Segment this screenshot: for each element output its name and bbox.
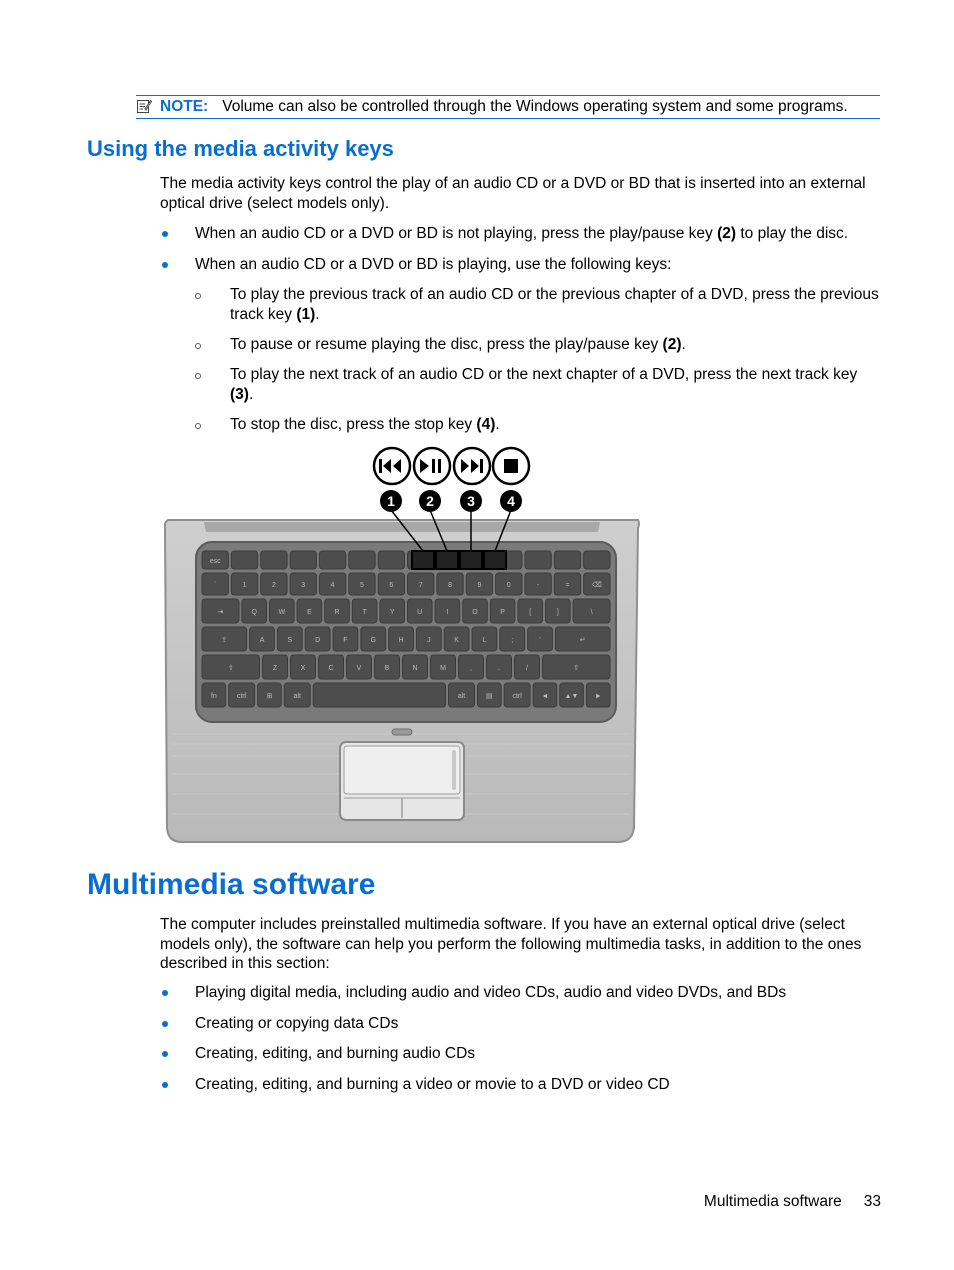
bullet-text: When an audio CD or a DVD or BD is not playing, press the play/pause key xyxy=(195,225,718,242)
keyboard-key-label: alt xyxy=(457,693,466,700)
keyboard-key-label: esc xyxy=(209,558,221,565)
bullet-text: . xyxy=(495,416,500,433)
media-key-2 xyxy=(436,551,458,569)
callout-number: 4 xyxy=(507,493,515,509)
keyboard-key-label: / xyxy=(526,665,528,672)
keyboard-key-label: ↵ xyxy=(579,637,586,644)
page-footer xyxy=(704,1193,881,1211)
keyboard-key-label: K xyxy=(454,637,459,644)
keyboard-key-label: Z xyxy=(272,665,278,672)
keyboard-key-label: ; xyxy=(511,637,514,644)
media-key-3 xyxy=(460,551,482,569)
keyboard-key-label: U xyxy=(417,609,423,616)
bullet-icon xyxy=(162,262,168,268)
stop-icon xyxy=(493,448,529,484)
keyboard-key-label: 8 xyxy=(448,582,452,589)
keyboard-key-label: Y xyxy=(389,609,395,616)
callout-number: 3 xyxy=(467,493,475,509)
list-item xyxy=(160,983,882,1003)
keyboard-key-label: V xyxy=(356,665,362,672)
sub-list-item xyxy=(195,335,882,355)
bullet-text: Playing digital media, including audio and video CDs, audio and video DVDs, and BDs xyxy=(195,984,787,1001)
keyboard-key-label: H xyxy=(398,637,404,644)
keyboard-key-label: . xyxy=(498,665,500,672)
bullet-text: Creating, editing, and burning a video or movie to a DVD or video CD xyxy=(195,1076,670,1093)
keyboard-key-label: 5 xyxy=(360,582,364,589)
keyboard-key xyxy=(261,551,287,569)
keyboard-key-label: 7 xyxy=(418,582,423,589)
keyboard-key-label: J xyxy=(427,637,431,644)
key-ref: (4) xyxy=(476,416,496,433)
keyboard-key-label: , xyxy=(470,665,472,672)
bullet-icon xyxy=(162,1021,168,1027)
keyboard-key-label: ⇥ xyxy=(217,609,224,616)
section-intro: The media activity keys control the play of an audio CD or a DVD or BD that is inserted into an external optical drive (select models only). xyxy=(160,175,866,212)
keyboard-key-label: A xyxy=(259,637,265,644)
keyboard-key-label: ► xyxy=(594,693,602,700)
bullet-text: to play the disc. xyxy=(736,225,849,242)
keyboard-key-label: ctrl xyxy=(236,693,247,700)
section-heading-multimedia-software: Multimedia software xyxy=(87,868,376,901)
key-ref: (3) xyxy=(230,385,249,403)
list-item xyxy=(160,1075,882,1095)
bullet-text: To play the next track of an audio CD or the next chapter of a DVD, press the next track key xyxy=(230,366,858,383)
bullet-icon xyxy=(162,231,168,237)
keyboard-key-label: G xyxy=(370,637,376,644)
keyboard-key-label: ⇧ xyxy=(227,665,234,672)
list-item xyxy=(160,1014,882,1034)
callout-number: 2 xyxy=(426,493,434,509)
keyboard-key-label: X xyxy=(300,665,306,672)
keyboard-key-label: 9 xyxy=(477,582,482,589)
keyboard-key-label: F xyxy=(343,637,348,644)
touchpad-surface xyxy=(344,746,460,794)
callout-3 xyxy=(460,490,482,512)
sub-list-item xyxy=(195,415,882,435)
note-label: NOTE: xyxy=(160,98,209,115)
bullet-icon xyxy=(162,1082,168,1088)
list-item xyxy=(160,1044,882,1064)
keyboard-key-label: 6 xyxy=(389,582,394,589)
keyboard-key-label: ▲▼ xyxy=(564,693,579,700)
footer-section-title: Multimedia software xyxy=(703,1193,842,1210)
keyboard-key-label: S xyxy=(287,637,293,644)
bullet-text: To play the previous track of an audio CD or the previous chapter of a DVD, press the previous track key xyxy=(230,286,879,323)
bullet-text: To pause or resume playing the disc, press the play/pause key xyxy=(230,336,663,353)
bullet-text: . xyxy=(248,385,254,403)
keyboard-key-label: B xyxy=(384,665,390,672)
keyboard-key-label: = xyxy=(565,582,570,589)
keyboard-key xyxy=(554,551,580,569)
bullet-text: To stop the disc, press the stop key xyxy=(230,416,477,433)
page-number: 33 xyxy=(863,1193,881,1210)
section-heading-media-keys: Using the media activity keys xyxy=(87,136,394,161)
key-ref: (1) xyxy=(296,305,316,323)
play-pause-icon xyxy=(414,448,450,484)
keyboard-key-label: ▤ xyxy=(486,693,493,700)
callout-4 xyxy=(500,490,522,512)
note-body: Volume can also be controlled through the Windows operating system and some programs. xyxy=(222,98,848,115)
keyboard-key xyxy=(290,551,316,569)
keyboard-key-label: [ xyxy=(529,609,532,616)
bullet-text: . xyxy=(681,336,686,353)
keyboard-key-label: ⊞ xyxy=(266,693,273,700)
keyboard-key-label: ⇧ xyxy=(573,665,580,672)
bullet-icon xyxy=(162,990,168,996)
media-key-4 xyxy=(484,551,506,569)
keyboard-key-label: E xyxy=(307,609,312,616)
keyboard-key xyxy=(319,551,345,569)
next-track-icon xyxy=(454,448,490,484)
touchpad-scroll-zone xyxy=(452,750,456,790)
keyboard-key-label: L xyxy=(482,637,487,644)
keyboard-key-label: ` xyxy=(214,582,217,589)
keyboard-key-label: 3 xyxy=(301,582,306,589)
callout-2 xyxy=(419,490,441,512)
keyboard-key-label: R xyxy=(334,609,340,616)
keyboard-key-label: 2 xyxy=(271,582,276,589)
status-light xyxy=(392,729,412,735)
key-ref: (2) xyxy=(717,225,737,242)
media-key-1 xyxy=(412,551,434,569)
keyboard-key xyxy=(378,551,404,569)
keyboard-key-label: 0 xyxy=(506,582,511,589)
sub-bullet-icon xyxy=(195,343,201,349)
callout-number: 1 xyxy=(387,493,395,509)
keyboard-key-label: T xyxy=(362,609,367,616)
sub-list-item xyxy=(195,285,882,324)
keyboard-key-label: ' xyxy=(539,637,541,644)
keyboard-key-label: \ xyxy=(590,609,593,616)
sub-bullet-icon xyxy=(195,423,201,429)
section-intro: The computer includes preinstalled multimedia software. If you have an external optical drive (select models only), the software can help you perform the following multimedia tasks, in addition to the ones described in this section: xyxy=(160,916,862,972)
keyboard-key-label: ⇪ xyxy=(221,637,228,644)
keyboard-key-label: O xyxy=(472,609,478,616)
keyboard-key-label: I xyxy=(446,609,449,616)
sub-bullet-icon xyxy=(195,293,201,299)
keyboard-key xyxy=(231,551,257,569)
bullet-text: . xyxy=(315,305,320,323)
note-box xyxy=(136,95,880,119)
keyboard-key-label: ⌫ xyxy=(591,582,602,589)
list-item xyxy=(160,224,882,244)
keyboard-figure xyxy=(160,444,646,846)
callout-1 xyxy=(380,490,402,512)
keyboard-key-label: ctrl xyxy=(512,693,522,700)
keyboard-key xyxy=(584,551,610,569)
keyboard-key-label: ] xyxy=(556,609,559,616)
bullet-icon xyxy=(162,1051,168,1057)
keyboard-key xyxy=(349,551,375,569)
keyboard-key xyxy=(525,551,551,569)
keyboard-key-label: W xyxy=(278,609,286,616)
keyboard-key-label: P xyxy=(500,609,505,616)
sub-bullet-icon xyxy=(195,373,201,379)
keyboard-key-label: fn xyxy=(210,693,217,700)
key-ref: (2) xyxy=(662,336,682,353)
list-item xyxy=(160,255,882,275)
keyboard-key-label: 1 xyxy=(242,582,247,589)
note-text xyxy=(160,98,848,116)
media-key-highlights xyxy=(412,551,506,569)
keyboard-key-label: 4 xyxy=(330,582,335,589)
bullet-text: Creating or copying data CDs xyxy=(195,1015,399,1032)
sub-list-item xyxy=(195,365,882,404)
keyboard-key-label: N xyxy=(412,665,418,672)
keyboard-key xyxy=(313,683,445,707)
note-icon xyxy=(136,98,152,114)
bullet-text: Creating, editing, and burning audio CDs xyxy=(195,1045,476,1062)
keyboard-key-label: ◄ xyxy=(541,693,549,700)
bullet-text: When an audio CD or a DVD or BD is playing, use the following keys: xyxy=(195,256,672,273)
keyboard-key-label: C xyxy=(328,665,334,672)
keyboard-key-label: D xyxy=(315,637,321,644)
keyboard-key-label: Q xyxy=(251,609,257,616)
previous-track-icon xyxy=(374,448,410,484)
keyboard-key-label: M xyxy=(440,665,446,672)
keyboard-key-label: - xyxy=(536,582,540,589)
keyboard-key-label: alt xyxy=(293,693,301,700)
